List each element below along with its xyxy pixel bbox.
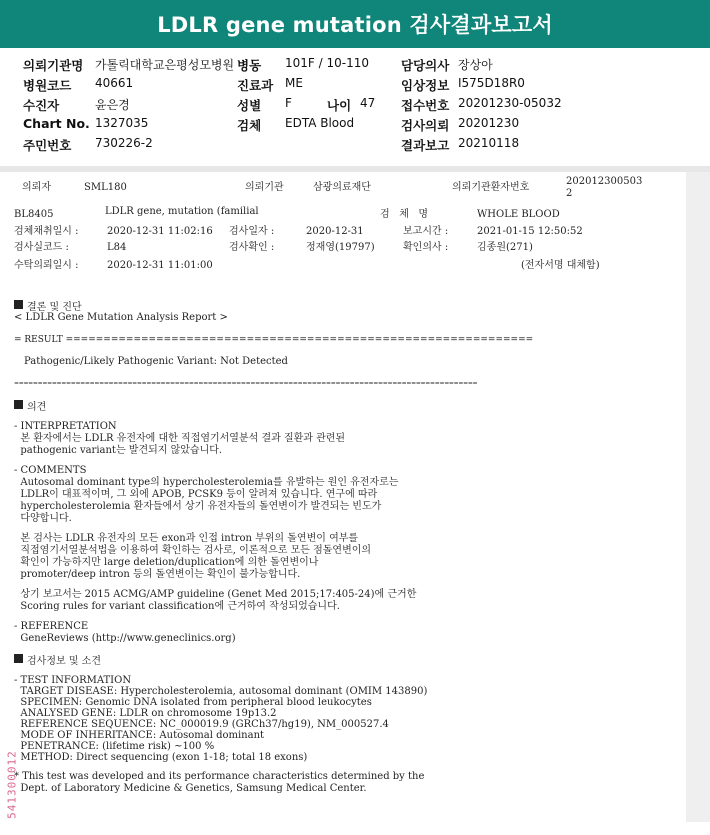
report-subtitle: < LDLR Gene Mutation Analysis Report >	[14, 312, 228, 323]
comment-line: LDLR이 대표적이며, 그 외에 APOB, PCSK9 등이 알려져 있습니다. 연구에 따라	[14, 489, 378, 500]
square-bullet-icon	[14, 654, 23, 663]
square-bullet-icon	[14, 300, 23, 309]
lab-code-label: 검사실코드 :	[14, 242, 69, 253]
double-rule: ==================================================================================================	[14, 380, 478, 387]
verifier-value: 정재영(19797)	[306, 242, 375, 253]
requester-value: SML180	[84, 182, 127, 193]
interp-line: 본 환자에서는 LDLR 유전자에 대한 직접염기서열분석 결과 질환과 관련된	[14, 433, 346, 444]
result-text: Pathogenic/Likely Pathogenic Variant: Not Detected	[24, 356, 288, 367]
comment-line: 확인이 가능하지만 large deletion/duplication에 의한 돌연변이나	[14, 557, 319, 568]
receipt-label: 수탁의뢰일시 :	[14, 260, 79, 271]
footnote-line: Dept. of Laboratory Medicine & Genetics, Samsung Medical Center.	[14, 783, 367, 794]
section-opinion-title: 의견	[27, 402, 47, 413]
interp-heading: - INTERPRETATION	[14, 421, 117, 432]
section-conclusion-title: 결론 및 진단	[27, 302, 82, 313]
value-report-date: 20210118	[458, 136, 520, 150]
collection-label: 검체채취일시 :	[14, 226, 79, 237]
scrollbar-track[interactable]	[686, 172, 710, 822]
label-clinical-info: 임상정보	[401, 78, 450, 93]
physician-value: 김종원(271)	[477, 242, 533, 253]
side-stamp: 541300012	[5, 750, 19, 819]
value-accession: 20201230-05032	[458, 96, 562, 110]
collection-value: 2020-12-31 11:02:16	[107, 226, 213, 237]
comments-heading: - COMMENTS	[14, 465, 87, 476]
value-patient: 윤은경	[95, 98, 130, 112]
label-age: 나이	[327, 98, 352, 113]
section-test-info	[14, 654, 101, 668]
result-rule: = RESULT ==============================================================	[14, 335, 534, 345]
footnote-line: * This test was developed and its performance characteristics determined by the	[14, 771, 425, 782]
req-patient-no-label: 의뢰기관환자번호	[452, 182, 530, 193]
e-signature-note: (전자서명 대체함)	[521, 260, 600, 271]
comment-line: Scoring rules for variant classification에 근거하여 작성되었습니다.	[14, 601, 340, 612]
req-inst-label: 의뢰기관	[245, 182, 284, 193]
test-info-line: METHOD: Direct sequencing (exon 1-18; total 18 exons)	[14, 752, 308, 763]
reference-line: GeneReviews (http://www.geneclinics.org)	[14, 633, 236, 644]
specimen-name-label: 검 체 명	[380, 209, 429, 220]
test-info-line: PENETRANCE: (lifetime risk) ~100 %	[14, 741, 215, 752]
test-date-label: 검사일자 :	[229, 226, 275, 237]
requester-label: 의뢰자	[22, 182, 51, 193]
label-institution: 의뢰기관명	[23, 58, 84, 73]
report-time-label: 보고시간 :	[403, 226, 449, 237]
value-institution: 가톨릭대학교은평성모병원	[95, 58, 235, 72]
reference-heading: - REFERENCE	[14, 621, 89, 632]
test-info-line: MODE OF INHERITANCE: Autosomal dominant	[14, 730, 265, 741]
comment-line: 상기 보고서는 2015 ACMG/AMP guideline (Genet Med 2015;17:405-24)에 근거한	[14, 589, 417, 600]
specimen-name-value: WHOLE BLOOD	[477, 209, 560, 220]
physician-label: 확인의사 :	[403, 242, 449, 253]
label-chart-no: Chart No.	[23, 116, 90, 131]
title-banner	[0, 0, 710, 48]
test-name: LDLR gene, mutation (familial	[105, 206, 259, 217]
comment-line: 본 검사는 LDLR 유전자의 모든 exon과 인접 intron 부위의 돌연변이 여부를	[14, 533, 359, 544]
label-doctor: 담당의사	[401, 58, 450, 73]
verifier-label: 검사확인 :	[229, 242, 275, 253]
section-test-info-title: 검사정보 및 소견	[27, 656, 101, 667]
req-inst-value: 삼광의료재단	[313, 182, 371, 193]
comment-line: 다양합니다.	[14, 513, 72, 524]
label-sex: 성별	[237, 98, 262, 113]
label-resident-no: 주민번호	[23, 138, 72, 153]
report-title: LDLR gene mutation 검사결과보고서	[157, 13, 553, 37]
value-chart-no: 1327035	[95, 116, 149, 130]
test-info-line: SPECIMEN: Genomic DNA isolated from peripheral blood leukocytes	[14, 697, 372, 708]
value-department: ME	[285, 76, 303, 90]
scanned-report	[0, 172, 686, 822]
req-patient-no-value: 202012300503	[566, 176, 643, 187]
label-report-date: 결과보고	[401, 138, 450, 153]
label-patient: 수진자	[23, 98, 60, 113]
req-patient-no-value-2: 2	[566, 188, 573, 199]
interp-line: pathogenic variant는 발견되지 않았습니다.	[14, 445, 223, 456]
value-request-date: 20201230	[458, 116, 520, 130]
section-opinion	[14, 400, 46, 414]
test-date-value: 2020-12-31	[306, 226, 364, 237]
value-sex: F	[285, 96, 292, 110]
value-clinical-info: I575D18R0	[458, 76, 525, 90]
value-hospital-code: 40661	[95, 76, 134, 90]
test-info-line: TARGET DISEASE: Hypercholesterolemia, autosomal dominant (OMIM 143890)	[14, 686, 428, 697]
report-time-value: 2021-01-15 12:50:52	[477, 226, 583, 237]
value-ward: 101F / 10-110	[285, 56, 369, 70]
receipt-value: 2020-12-31 11:01:00	[107, 260, 213, 271]
label-ward: 병동	[237, 58, 262, 73]
value-doctor: 장상아	[458, 58, 493, 72]
label-department: 진료과	[237, 78, 274, 93]
comment-line: promoter/deep intron 등의 돌연변이는 확인이 불가능합니다.	[14, 569, 301, 580]
label-request-date: 검사의뢰	[401, 118, 450, 133]
square-bullet-icon	[14, 400, 23, 409]
comment-line: Autosomal dominant type의 hypercholesterolemia를 유발하는 원인 유전자로는	[14, 477, 399, 488]
label-hospital-code: 병원코드	[23, 78, 72, 93]
label-accession: 접수번호	[401, 98, 450, 113]
label-specimen: 검체	[237, 118, 262, 133]
value-specimen: EDTA Blood	[285, 116, 355, 130]
lab-code-value: L84	[107, 242, 127, 253]
comment-line: 직접염기서열분석법을 이용하여 확인하는 검사로, 이론적으로 모든 점돌연변이의	[14, 545, 372, 556]
test-code: BL8405	[14, 209, 54, 220]
value-age: 47	[360, 96, 376, 110]
patient-header	[0, 48, 710, 166]
test-info-line: REFERENCE SEQUENCE: NC_000019.9 (GRCh37/hg19), NM_000527.4	[14, 719, 389, 730]
test-info-heading: - TEST INFORMATION	[14, 675, 132, 686]
comment-line: hypercholesterolemia 환자들에서 상기 유전자들의 돌연변이가 발견되는 빈도가	[14, 501, 382, 512]
test-info-line: ANALYSED GENE: LDLR on chromosome 19p13.2	[14, 708, 277, 719]
value-resident-no: 730226-2	[95, 136, 153, 150]
